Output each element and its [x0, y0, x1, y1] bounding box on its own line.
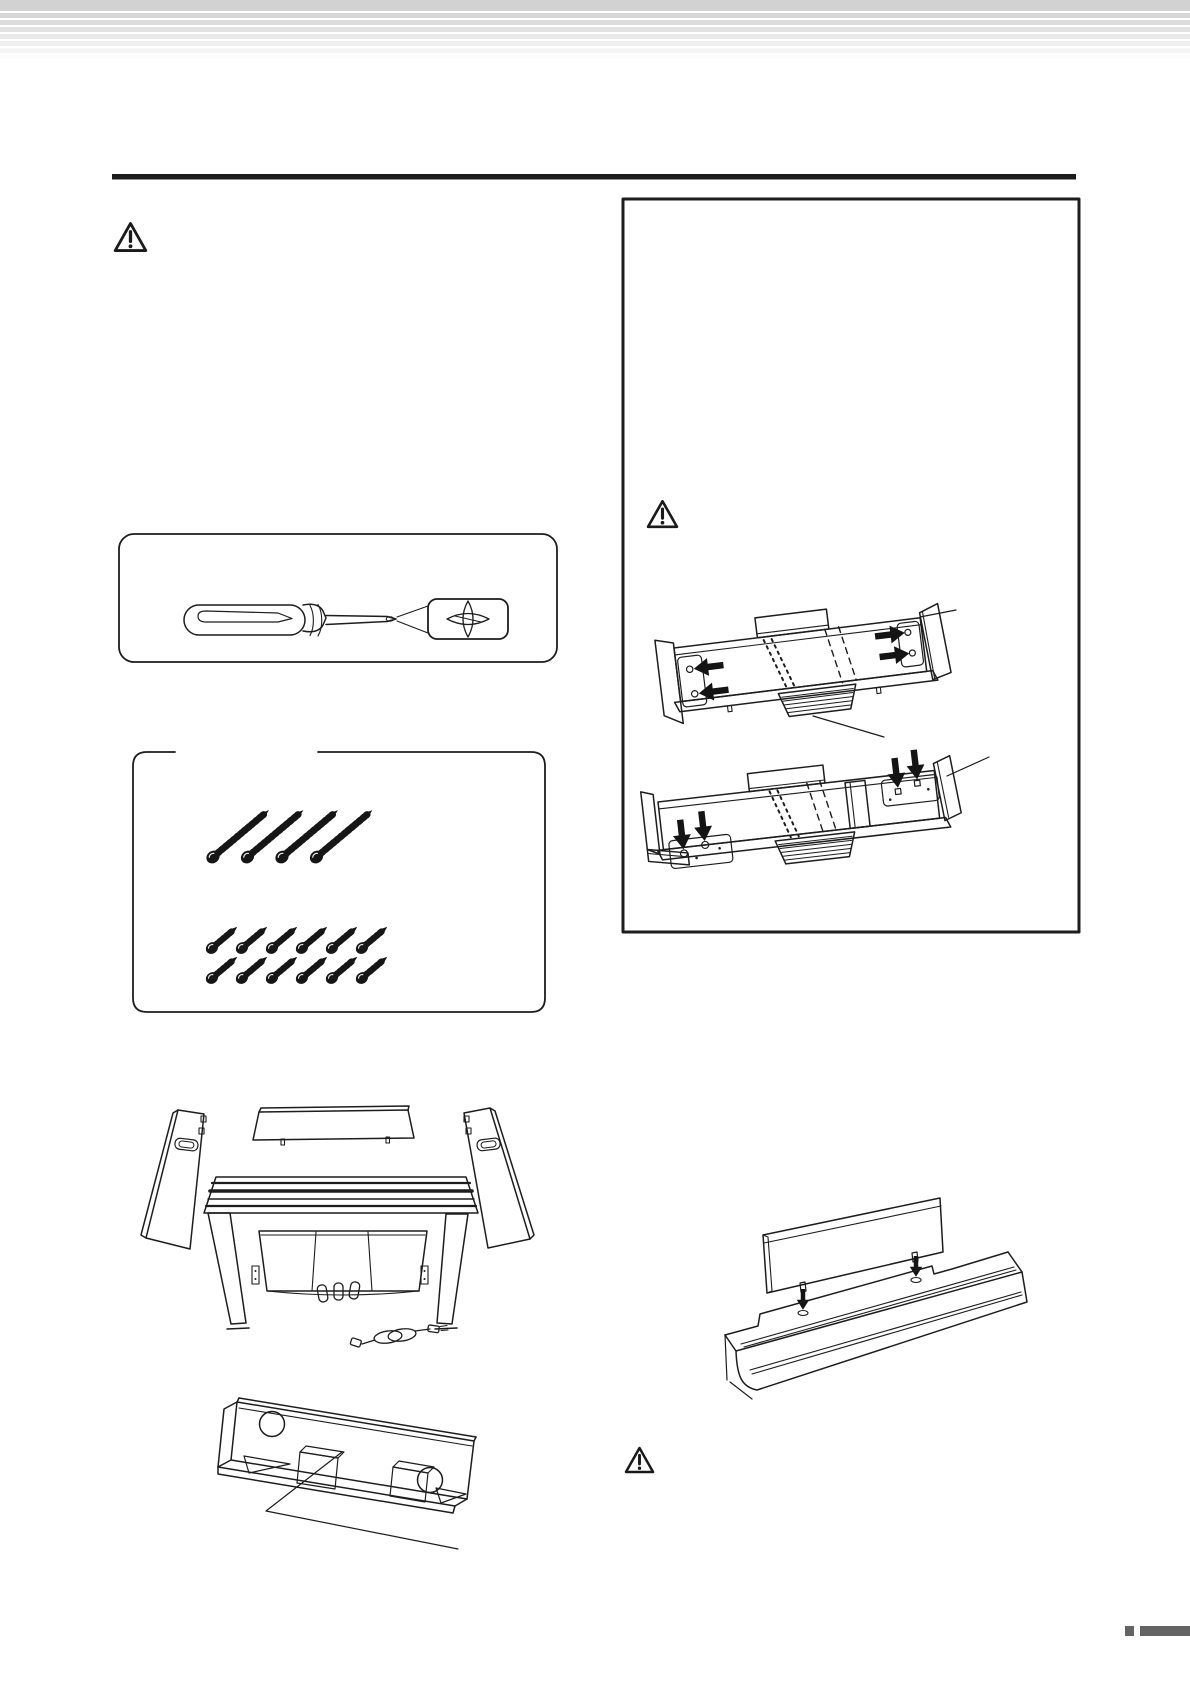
assembly-step-box	[623, 199, 1079, 932]
left-leg	[208, 1213, 246, 1324]
phillips-screwdriver-illustration	[184, 599, 508, 639]
warning-triangle-icon	[626, 1448, 653, 1472]
leader-line	[920, 610, 956, 617]
pedal-box-hole	[260, 1412, 285, 1437]
left-side-panel	[141, 1110, 206, 1249]
packing-foam-blocks	[244, 1446, 466, 1503]
assembly-parts-box	[133, 752, 545, 1012]
phillips-bit-icon	[447, 601, 489, 637]
step-figure-bottom	[640, 745, 989, 879]
rear-panel-figure	[725, 1198, 1027, 1399]
page-marker	[1125, 1626, 1190, 1636]
section-divider-rule	[112, 174, 1076, 180]
keyboard-stand-exploded-view	[141, 1106, 534, 1347]
screws-illustration	[203, 805, 390, 986]
leader-line	[813, 716, 884, 737]
pedals	[317, 1281, 361, 1302]
right-side-panel	[464, 1108, 534, 1248]
power-cable	[350, 1325, 448, 1348]
header-stripe-band	[0, 0, 1190, 59]
page-marker-square	[1125, 1626, 1134, 1636]
keyboard-body	[204, 1177, 478, 1329]
top-cross-panel	[253, 1106, 414, 1145]
step-figure-top	[654, 595, 956, 737]
pedal-box-figure	[218, 1398, 476, 1549]
warning-triangle-icon	[115, 223, 146, 250]
required-tool-box	[119, 534, 557, 662]
right-leg	[437, 1214, 468, 1324]
warning-triangle-icon	[648, 501, 677, 527]
leader-line	[947, 757, 989, 776]
page-marker-bar	[1140, 1626, 1190, 1636]
